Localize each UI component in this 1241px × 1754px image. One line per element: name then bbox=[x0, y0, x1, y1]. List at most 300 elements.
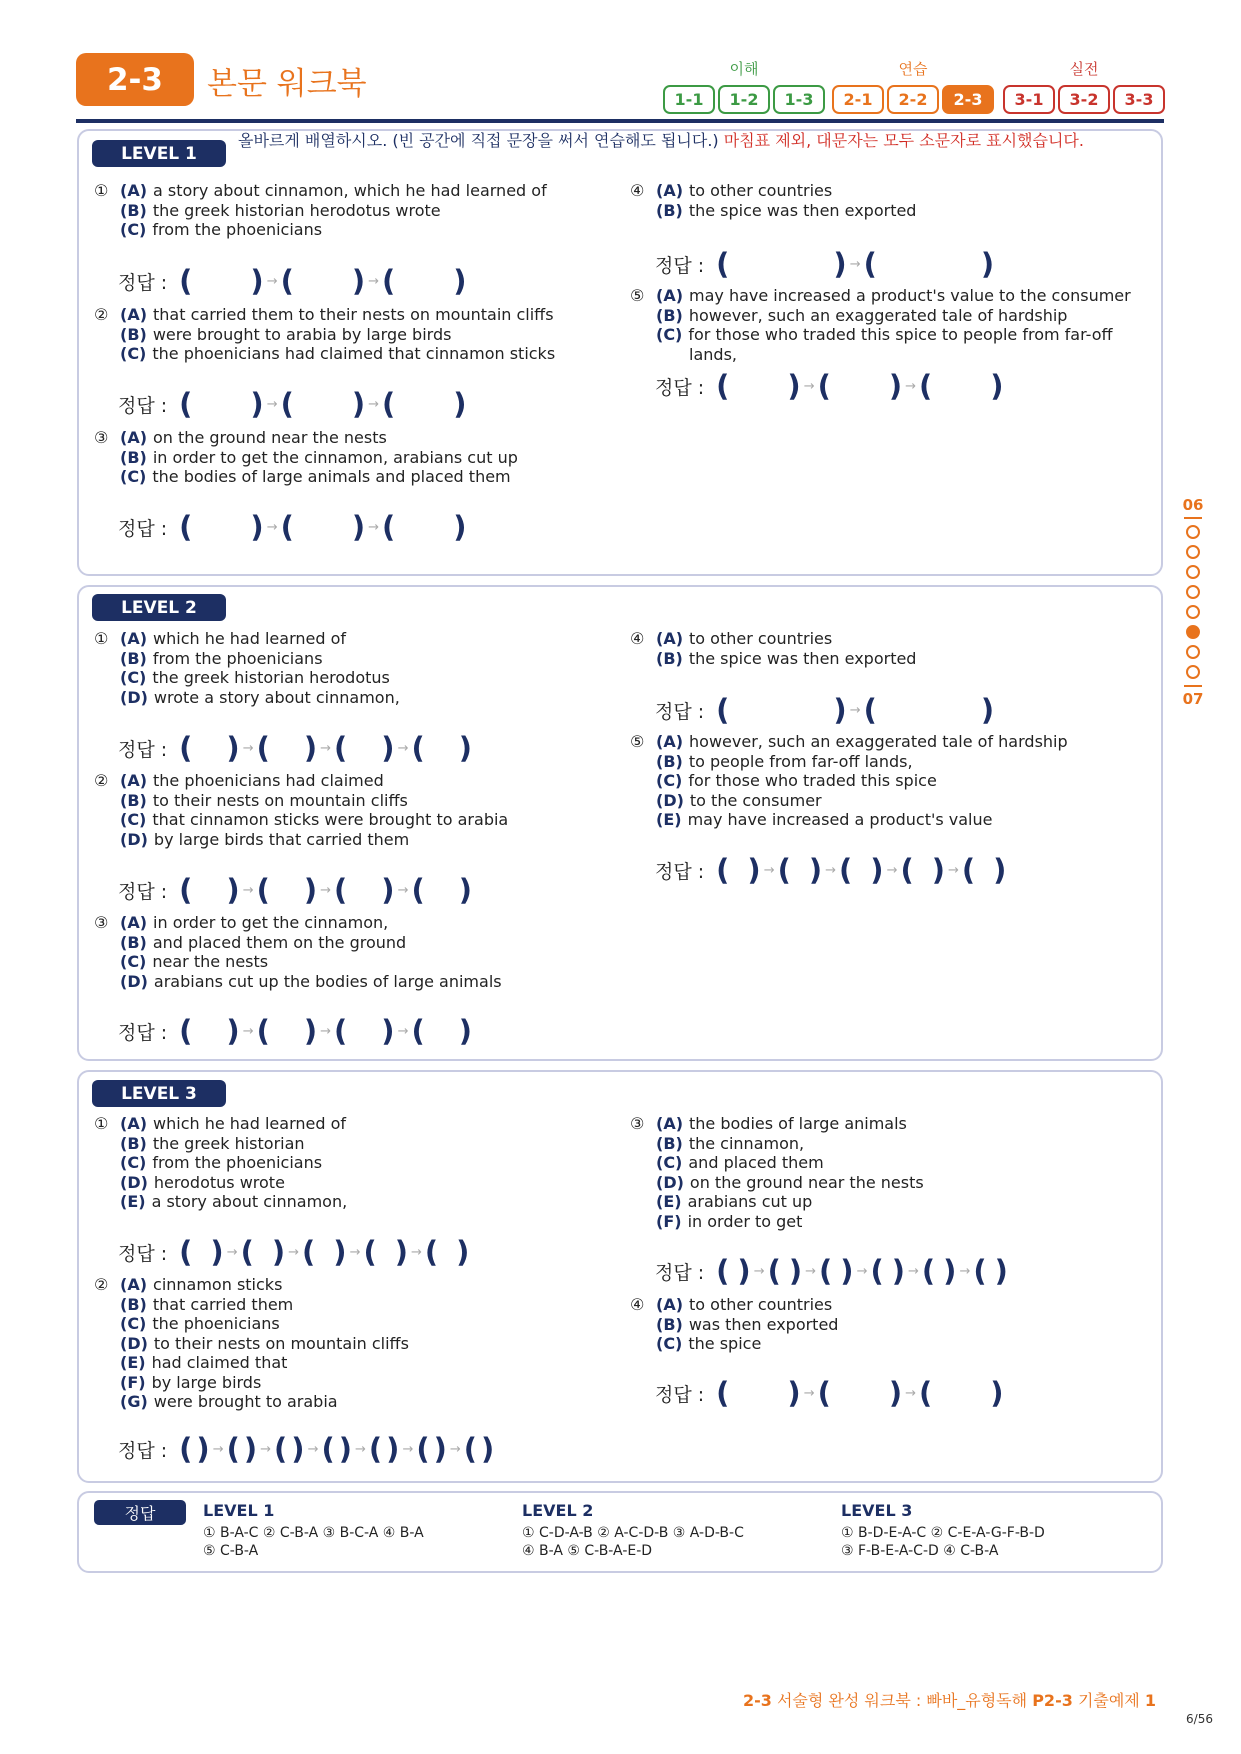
item-number bbox=[94, 1373, 120, 1393]
blank-close: ) bbox=[990, 1375, 1004, 1410]
option-tag: (D) bbox=[120, 971, 148, 991]
blank-close: ) bbox=[226, 872, 240, 907]
blank-close: ) bbox=[787, 368, 801, 403]
answer-row[interactable] bbox=[118, 387, 467, 421]
tab-1-3[interactable]: 1-3 bbox=[773, 85, 825, 114]
item-number bbox=[94, 1192, 120, 1212]
option-text: which he had learned of bbox=[153, 1114, 347, 1133]
option-text: cinnamon sticks bbox=[153, 1275, 283, 1294]
arrow-icon: → bbox=[242, 882, 254, 898]
blank-close: ) bbox=[980, 246, 995, 281]
answer-row[interactable] bbox=[655, 853, 1006, 887]
arrow-icon: → bbox=[908, 1263, 919, 1279]
blank-close: ) bbox=[891, 1253, 905, 1288]
item-number bbox=[94, 325, 120, 345]
item-number bbox=[630, 1153, 656, 1173]
blank-close: ) bbox=[833, 246, 847, 281]
blank-close: ) bbox=[381, 872, 395, 907]
option-tag: (C) bbox=[656, 1334, 683, 1353]
arrow-icon: → bbox=[266, 396, 278, 412]
question-item bbox=[94, 913, 502, 991]
option-tag: (C) bbox=[120, 220, 147, 239]
blank-open: ( bbox=[716, 368, 730, 403]
option-tag: (C) bbox=[120, 1314, 147, 1333]
option-text: to other countries bbox=[689, 1295, 833, 1314]
item-number bbox=[94, 1295, 120, 1315]
tab-3-3[interactable]: 3-3 bbox=[1113, 85, 1165, 114]
item-number bbox=[630, 1212, 656, 1232]
option-text: to people from far-off lands, bbox=[688, 751, 913, 771]
blank-open: ( bbox=[961, 852, 976, 887]
answer-row[interactable] bbox=[118, 264, 467, 298]
blank-close: ) bbox=[458, 730, 472, 765]
item-number bbox=[630, 1334, 656, 1354]
blank-open: ( bbox=[256, 872, 270, 907]
option-text: had claimed that bbox=[151, 1353, 288, 1372]
answer-label: 정답 : bbox=[655, 376, 705, 399]
blank-open: ( bbox=[179, 263, 193, 298]
blank-close: ) bbox=[990, 368, 1004, 403]
item-number bbox=[94, 1134, 120, 1154]
option-text: were brought to arabia by large birds bbox=[152, 324, 452, 344]
option-text: from the phoenicians bbox=[152, 220, 323, 239]
question-item bbox=[630, 1295, 838, 1354]
option-text: the spice was then exported bbox=[688, 648, 917, 668]
option-text: in order to get the cinnamon, bbox=[153, 913, 389, 932]
blank-open: ( bbox=[240, 1234, 254, 1269]
item-number: ③ bbox=[94, 913, 109, 932]
key-level2-answers bbox=[522, 1524, 744, 1560]
answer-label: 정답 : bbox=[655, 1261, 705, 1284]
chapter-end: 07 bbox=[1182, 690, 1204, 708]
level2-badge: LEVEL 2 bbox=[92, 594, 226, 621]
blank-close: ) bbox=[888, 368, 903, 403]
arrow-icon: → bbox=[803, 1385, 815, 1401]
item-number bbox=[630, 1315, 656, 1335]
tab-2-2[interactable]: 2-2 bbox=[887, 85, 939, 114]
arrow-icon: → bbox=[397, 1023, 409, 1039]
option-text: the spice bbox=[688, 1334, 762, 1353]
option-text: for those who traded this spice to people from far-off bbox=[688, 325, 1113, 344]
item-number: ① bbox=[94, 181, 109, 200]
blank-open: ( bbox=[919, 1375, 933, 1410]
item-number bbox=[630, 752, 656, 772]
answer-label: 정답 : bbox=[118, 1021, 168, 1044]
blank-open: ( bbox=[321, 1431, 335, 1466]
arrow-icon: → bbox=[368, 273, 380, 289]
footer-number: 1 bbox=[1144, 1691, 1156, 1710]
answer-label: 정답 : bbox=[118, 880, 168, 903]
blank-close: ) bbox=[291, 1431, 305, 1466]
item-number bbox=[94, 933, 120, 953]
item-number: ③ bbox=[630, 1114, 645, 1133]
header-rule bbox=[76, 119, 1164, 123]
tab-1-2[interactable]: 1-2 bbox=[718, 85, 770, 114]
option-text: on the ground near the nests bbox=[153, 428, 387, 447]
nav-group-real bbox=[1003, 58, 1165, 114]
arrow-icon: → bbox=[886, 862, 898, 878]
option-text: that cinnamon sticks were brought to arabia bbox=[152, 810, 509, 829]
blank-close: ) bbox=[808, 852, 823, 887]
option-text: and placed them bbox=[688, 1153, 824, 1172]
arrow-icon: → bbox=[266, 519, 278, 535]
key-level3-title: LEVEL 3 bbox=[841, 1501, 913, 1520]
answer-row[interactable] bbox=[118, 510, 467, 544]
footer-code: P2-3 bbox=[1032, 1691, 1073, 1710]
blank-close: ) bbox=[747, 852, 761, 887]
option-text: to the consumer bbox=[689, 790, 822, 810]
blank-open: ( bbox=[411, 1013, 425, 1048]
option-text: for those who traded this spice bbox=[688, 771, 937, 790]
option-tag: (E) bbox=[120, 1192, 146, 1211]
nav-group-understand bbox=[663, 58, 825, 114]
arrow-icon: → bbox=[449, 1441, 461, 1457]
blank-close: ) bbox=[433, 1431, 447, 1466]
option-text: to other countries bbox=[689, 629, 833, 648]
blank-open: ( bbox=[280, 386, 294, 421]
arrow-icon: → bbox=[905, 1385, 917, 1401]
blank-open: ( bbox=[256, 1013, 270, 1048]
arrow-icon: → bbox=[242, 1023, 254, 1039]
item-number: ④ bbox=[630, 629, 645, 648]
key-level3-answers bbox=[841, 1524, 1045, 1560]
blank-open: ( bbox=[411, 872, 425, 907]
option-tag: (B) bbox=[120, 1133, 147, 1153]
blank-open: ( bbox=[767, 1253, 781, 1288]
option-tag: (A) bbox=[120, 428, 148, 447]
option-tag: (A) bbox=[120, 629, 148, 648]
option-tag: (F) bbox=[120, 1372, 146, 1392]
answer-label: 정답 : bbox=[118, 738, 168, 761]
option-text: the cinnamon, bbox=[688, 1133, 805, 1153]
item-number bbox=[94, 810, 120, 830]
section-badge: 2-3 bbox=[76, 53, 194, 106]
blank-close: ) bbox=[458, 872, 472, 907]
blank-open: ( bbox=[334, 872, 348, 907]
arrow-icon: → bbox=[411, 1244, 422, 1260]
item-number: ① bbox=[94, 1114, 109, 1133]
blank-open: ( bbox=[424, 1234, 439, 1269]
option-tag: (F) bbox=[656, 1211, 682, 1231]
blank-close: ) bbox=[840, 1253, 854, 1288]
item-number bbox=[630, 810, 656, 830]
tab-2-1[interactable]: 2-1 bbox=[832, 85, 884, 114]
item-number bbox=[94, 344, 120, 364]
option-text: arabians cut up bbox=[687, 1192, 813, 1211]
answer-row[interactable] bbox=[118, 873, 472, 907]
answer-row[interactable] bbox=[655, 369, 1004, 403]
blank-open: ( bbox=[280, 263, 294, 298]
item-number bbox=[630, 649, 656, 669]
blank-close: ) bbox=[243, 1431, 258, 1466]
option-text: the phoenicians had claimed that cinnamon sticks bbox=[152, 344, 556, 363]
option-tag: (A) bbox=[656, 732, 684, 751]
arrow-icon: → bbox=[825, 862, 837, 878]
blank-open: ( bbox=[179, 1431, 193, 1466]
blank-open: ( bbox=[921, 1253, 936, 1288]
key-line: ⑤ C-B-A bbox=[203, 1543, 259, 1559]
answer-label: 정답 : bbox=[655, 700, 705, 723]
answer-row[interactable] bbox=[118, 731, 472, 765]
tab-2-3[interactable]: 2-3 bbox=[942, 85, 994, 114]
option-text: were brought to arabia bbox=[153, 1392, 338, 1411]
arrow-icon: → bbox=[397, 740, 409, 756]
blank-close: ) bbox=[788, 1253, 803, 1288]
blank-open: ( bbox=[179, 509, 193, 544]
answer-row[interactable] bbox=[655, 1376, 1004, 1410]
arrow-icon: → bbox=[226, 1244, 238, 1260]
option-text: near the nests bbox=[152, 952, 269, 971]
blank-close: ) bbox=[453, 509, 467, 544]
blank-close: ) bbox=[381, 1013, 395, 1048]
blank-open: ( bbox=[819, 1253, 833, 1288]
option-tag: (E) bbox=[656, 1192, 682, 1211]
blank-open: ( bbox=[463, 1431, 478, 1466]
blank-close: ) bbox=[196, 1431, 210, 1466]
option-text: the greek historian herodotus bbox=[152, 668, 390, 687]
key-level1-answers bbox=[203, 1524, 424, 1560]
item-number bbox=[94, 972, 120, 992]
arrow-icon: → bbox=[753, 1263, 765, 1279]
chapter-progress bbox=[1182, 496, 1204, 708]
option-tag: (C) bbox=[656, 325, 683, 344]
arrow-icon: → bbox=[402, 1441, 414, 1457]
blank-open: ( bbox=[817, 368, 831, 403]
item-number bbox=[630, 1173, 656, 1193]
footer-text: 서술형 완성 워크북 : bbox=[776, 1691, 922, 1710]
question-item bbox=[94, 1275, 409, 1412]
arrow-icon: → bbox=[849, 702, 861, 718]
answer-label: 정답 : bbox=[655, 1383, 705, 1406]
arrow-icon: → bbox=[212, 1441, 224, 1457]
blank-open: ( bbox=[716, 692, 730, 727]
instruction-note: 마침표 제외, 대문자는 모두 소문자로 표시했습니다. bbox=[723, 131, 1084, 150]
option-text: in order to get the cinnamon, arabians cut up bbox=[152, 447, 518, 467]
blank-close: ) bbox=[453, 386, 467, 421]
option-tag: (A) bbox=[656, 181, 684, 200]
item-number bbox=[94, 1353, 120, 1373]
instruction-main: 올바르게 배열하시오. (빈 공간에 직접 문장을 써서 연습해도 됩니다.) bbox=[238, 131, 719, 150]
blank-open: ( bbox=[716, 1375, 730, 1410]
option-text: the bodies of large animals bbox=[689, 1114, 907, 1133]
chapter-start: 06 bbox=[1182, 496, 1204, 514]
blank-open: ( bbox=[226, 1431, 240, 1466]
option-tag: (A) bbox=[120, 181, 148, 200]
option-tag: (D) bbox=[120, 687, 148, 707]
option-text: to other countries bbox=[689, 181, 833, 200]
answer-label: 정답 : bbox=[118, 394, 168, 417]
blank-close: ) bbox=[833, 692, 847, 727]
answer-row[interactable] bbox=[118, 1014, 472, 1048]
key-level1-title: LEVEL 1 bbox=[203, 1501, 275, 1520]
option-tag: (B) bbox=[656, 1133, 683, 1153]
blank-open: ( bbox=[777, 852, 791, 887]
option-text: a story about cinnamon, which he had learned of bbox=[153, 181, 547, 200]
tab-1-1[interactable]: 1-1 bbox=[663, 85, 715, 114]
question-item bbox=[94, 181, 547, 240]
footer-title bbox=[743, 1688, 1156, 1711]
nav-group-label: 이해 bbox=[729, 60, 759, 78]
option-text: the phoenicians had claimed bbox=[153, 771, 384, 790]
option-tag: (D) bbox=[656, 1172, 684, 1192]
arrow-icon: → bbox=[856, 1263, 868, 1279]
item-number bbox=[94, 220, 120, 240]
item-number bbox=[94, 1173, 120, 1193]
progress-dot bbox=[1186, 645, 1200, 659]
blank-open: ( bbox=[716, 852, 730, 887]
answer-row[interactable] bbox=[118, 1235, 469, 1269]
answer-label: 정답 : bbox=[655, 254, 705, 277]
option-tag: (B) bbox=[656, 751, 683, 771]
key-line: ③ F-B-E-A-C-D ④ C-B-A bbox=[841, 1543, 999, 1559]
blank-close: ) bbox=[481, 1431, 495, 1466]
option-tag: (B) bbox=[656, 648, 683, 668]
arrow-icon: → bbox=[948, 862, 959, 878]
item-number: ④ bbox=[630, 1295, 645, 1314]
option-text: by large birds bbox=[151, 1372, 262, 1392]
item-number bbox=[630, 201, 656, 221]
option-text: on the ground near the nests bbox=[689, 1172, 924, 1192]
level3-badge: LEVEL 3 bbox=[92, 1080, 226, 1107]
blank-open: ( bbox=[179, 1013, 193, 1048]
key-line: ① B-D-E-A-C ② C-E-A-G-F-B-D bbox=[841, 1525, 1045, 1541]
option-text: by large birds that carried them bbox=[153, 829, 410, 849]
blank-close: ) bbox=[787, 1375, 801, 1410]
option-text: the bodies of large animals and placed them bbox=[152, 467, 511, 486]
blank-open: ( bbox=[179, 386, 193, 421]
option-text: the spice was then exported bbox=[688, 200, 917, 220]
blank-close: ) bbox=[458, 1013, 472, 1048]
option-text: the greek historian herodotus wrote bbox=[152, 200, 441, 220]
option-tag: (A) bbox=[656, 1295, 684, 1314]
answer-row[interactable] bbox=[655, 247, 994, 281]
option-tag: (E) bbox=[656, 810, 682, 829]
option-text: a story about cinnamon, bbox=[151, 1192, 348, 1211]
blank-close: ) bbox=[351, 386, 366, 421]
item-number: ② bbox=[94, 1275, 109, 1294]
option-tag: (C) bbox=[656, 1153, 683, 1172]
blank-close: ) bbox=[888, 1375, 903, 1410]
option-text: to their nests on mountain cliffs bbox=[153, 1333, 409, 1353]
item-number bbox=[94, 952, 120, 972]
blank-open: ( bbox=[274, 1431, 288, 1466]
blank-open: ( bbox=[416, 1431, 430, 1466]
question-item bbox=[630, 181, 916, 220]
arrow-icon: → bbox=[368, 396, 380, 412]
item-number bbox=[630, 791, 656, 811]
option-tag: (B) bbox=[120, 324, 147, 344]
option-tag: (C) bbox=[120, 952, 147, 971]
option-text: arabians cut up the bodies of large animals bbox=[153, 971, 502, 991]
option-tag: (G) bbox=[120, 1392, 148, 1411]
arrow-icon: → bbox=[368, 519, 380, 535]
option-text: however, such an exaggerated tale of hardship bbox=[688, 305, 1068, 325]
item-number: ⑤ bbox=[630, 732, 645, 751]
option-tag: (E) bbox=[120, 1353, 146, 1372]
blank-close: ) bbox=[870, 852, 884, 887]
option-text: lands, bbox=[689, 344, 737, 364]
footer-book: 빠바_유형독해 bbox=[926, 1691, 1028, 1710]
answer-label: 정답 : bbox=[118, 1242, 168, 1265]
item-number bbox=[630, 325, 656, 345]
answer-label: 정답 : bbox=[655, 860, 705, 883]
blank-open: ( bbox=[334, 1013, 348, 1048]
answer-label: 정답 : bbox=[118, 1439, 168, 1462]
arrow-icon: → bbox=[288, 1244, 300, 1260]
blank-open: ( bbox=[382, 386, 396, 421]
option-tag: (C) bbox=[656, 771, 683, 790]
option-text: and placed them on the ground bbox=[152, 932, 407, 952]
tab-3-1[interactable]: 3-1 bbox=[1003, 85, 1055, 114]
instruction bbox=[238, 131, 1138, 151]
item-number bbox=[94, 467, 120, 487]
blank-open: ( bbox=[334, 730, 348, 765]
arrow-icon: → bbox=[959, 1263, 971, 1279]
option-text: that carried them to their nests on mountain cliffs bbox=[153, 305, 554, 324]
arrow-icon: → bbox=[266, 273, 278, 289]
answer-label: 정답 : bbox=[118, 517, 168, 540]
item-number: ⑤ bbox=[630, 286, 645, 305]
option-text: however, such an exaggerated tale of hardship bbox=[689, 732, 1068, 751]
blank-close: ) bbox=[993, 852, 1007, 887]
arrow-icon: → bbox=[355, 1441, 366, 1457]
arrow-icon: → bbox=[905, 378, 917, 394]
option-text: was then exported bbox=[688, 1314, 839, 1334]
nav-group-label: 연습 bbox=[898, 60, 928, 78]
page-number: 6/56 bbox=[1186, 1712, 1213, 1726]
option-tag: (D) bbox=[120, 829, 148, 849]
arrow-icon: → bbox=[397, 882, 409, 898]
item-number bbox=[94, 688, 120, 708]
arrow-icon: → bbox=[803, 378, 815, 394]
blank-close: ) bbox=[226, 730, 240, 765]
item-number bbox=[94, 1153, 120, 1173]
progress-dot bbox=[1186, 585, 1200, 599]
tab-3-2[interactable]: 3-2 bbox=[1058, 85, 1110, 114]
option-tag: (B) bbox=[120, 790, 147, 810]
progress-dot bbox=[1186, 525, 1200, 539]
arrow-icon: → bbox=[805, 1263, 817, 1279]
option-tag: (A) bbox=[656, 286, 684, 305]
answer-row[interactable] bbox=[118, 1432, 494, 1466]
blank-open: ( bbox=[716, 1253, 730, 1288]
blank-open: ( bbox=[368, 1431, 383, 1466]
blank-open: ( bbox=[280, 509, 294, 544]
item-number bbox=[94, 668, 120, 688]
nav-group-label: 실전 bbox=[1069, 60, 1099, 78]
option-tag: (C) bbox=[120, 1153, 147, 1172]
arrow-icon: → bbox=[260, 1441, 272, 1457]
blank-close: ) bbox=[381, 730, 395, 765]
option-tag: (B) bbox=[656, 200, 683, 220]
item-number: ③ bbox=[94, 428, 109, 447]
blank-close: ) bbox=[394, 1234, 408, 1269]
answer-row[interactable] bbox=[655, 1254, 1008, 1288]
progress-dot bbox=[1186, 625, 1200, 639]
blank-open: ( bbox=[863, 246, 877, 281]
blank-close: ) bbox=[737, 1253, 751, 1288]
blank-open: ( bbox=[900, 852, 914, 887]
option-text: that carried them bbox=[152, 1294, 294, 1314]
option-tag: (A) bbox=[120, 305, 148, 324]
key-level2-title: LEVEL 2 bbox=[522, 1501, 594, 1520]
option-tag: (B) bbox=[656, 1314, 683, 1334]
answer-row[interactable] bbox=[655, 693, 994, 727]
blank-open: ( bbox=[302, 1234, 316, 1269]
blank-open: ( bbox=[411, 730, 425, 765]
blank-close: ) bbox=[303, 872, 318, 907]
blank-close: ) bbox=[994, 1253, 1008, 1288]
